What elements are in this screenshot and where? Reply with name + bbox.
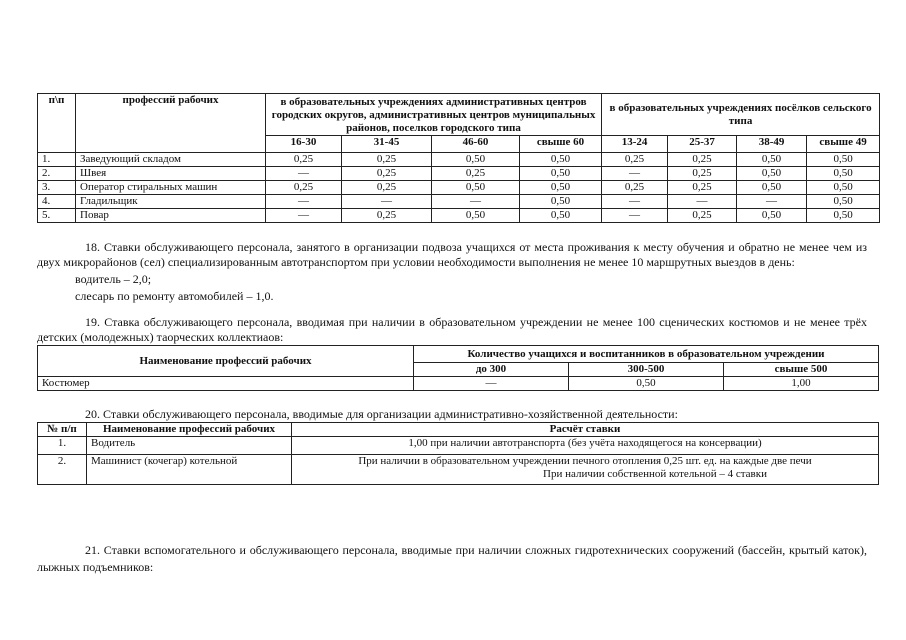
rate-cell: 0,50: [569, 377, 724, 391]
rate-cell: 0,25: [342, 181, 432, 195]
col-header: 46-60: [432, 136, 520, 153]
col-header: 38-49: [737, 136, 807, 153]
table-row: [38, 377, 879, 391]
rate-cell: 0,50: [432, 181, 520, 195]
paragraph-18-text: 18. Ставки обслуживающего персонала, занятого в организации подвоза учащихся от места проживания к месту обучения и обратно не менее чем из двух микрорайонов (сел) специализированным автотранспортом при условии необходимости выполнения не менее 10 маршрутных выездов в день:: [37, 240, 867, 269]
table-row: [38, 209, 880, 223]
rate-cell: 0,25: [602, 181, 668, 195]
rate-cell: 0,25: [602, 153, 668, 167]
rate-cell: —: [602, 167, 668, 181]
row-num: 5.: [38, 209, 76, 223]
rate-cell: —: [342, 195, 432, 209]
rate-cell: 0,25: [342, 153, 432, 167]
rate-calculation: [292, 437, 879, 455]
rate-cell: 0,50: [432, 153, 520, 167]
rate-cell: —: [668, 195, 737, 209]
rate-cell: —: [737, 195, 807, 209]
rate-cell: —: [266, 167, 342, 181]
rate-cell: 0,50: [807, 195, 880, 209]
admin-staff-table: [37, 422, 879, 485]
paragraph-20-text: 20. Ставки обслуживающего персонала, вводимые для организации административно-хозяйственной деятельности:: [85, 407, 678, 421]
rate-cell: 0,50: [520, 195, 602, 209]
table-row: [38, 195, 880, 209]
col-header-profession: профессий рабочих: [76, 94, 266, 153]
row-profession: Гладильщик: [76, 195, 266, 209]
col-header: 13-24: [602, 136, 668, 153]
row-num: 4.: [38, 195, 76, 209]
col-group-rural: в образовательных учреждениях посёлков сельского типа: [602, 94, 880, 136]
rate-cell: —: [432, 195, 520, 209]
table-row: [38, 455, 879, 485]
rate-cell: 0,50: [807, 181, 880, 195]
rate-cell: 0,50: [737, 153, 807, 167]
col-header: 31-45: [342, 136, 432, 153]
rate-cell: 0,25: [432, 167, 520, 181]
table-row: [38, 167, 880, 181]
col-header: до 300: [414, 363, 569, 377]
col-header-num: п\п: [38, 94, 76, 153]
paragraph-18-line-mechanic: слесарь по ремонту автомобилей – 1,0.: [75, 289, 274, 303]
table-row: [38, 181, 880, 195]
row-profession: Заведующий складом: [76, 153, 266, 167]
paragraph-19: [37, 315, 867, 345]
col-header-calculation: Расчёт ставки: [292, 423, 879, 437]
row-profession: Водитель: [87, 437, 292, 455]
row-num: 3.: [38, 181, 76, 195]
row-profession: Машинист (кочегар) котельной: [87, 455, 292, 485]
rate-cell: 0,50: [520, 209, 602, 223]
rate-calculation-line: При наличии собственной котельной – 4 ставки: [543, 468, 767, 480]
paragraph-18-line-driver: водитель – 2,0;: [75, 272, 152, 286]
rate-cell: 0,50: [520, 181, 602, 195]
row-profession: Швея: [76, 167, 266, 181]
row-num: 2.: [38, 167, 76, 181]
costume-staff-table: [37, 345, 879, 391]
row-profession: Оператор стиральных машин: [76, 181, 266, 195]
rate-calculation-line: 1,00 при наличии автотранспорта (без учёта находящегося на консервации): [408, 437, 762, 449]
rate-cell: 0,25: [266, 181, 342, 195]
rate-cell: 0,50: [520, 153, 602, 167]
rate-cell: —: [602, 209, 668, 223]
rate-cell: 0,50: [807, 209, 880, 223]
table-row: [38, 437, 879, 455]
rate-cell: 0,50: [737, 209, 807, 223]
paragraph-21-text: 21. Ставки вспомогательного и обслуживающего персонала, вводимые при наличии сложных гидротехнических сооружений (бассейн, крытый каток), лыжных подъемников:: [37, 543, 867, 574]
rate-cell: —: [266, 209, 342, 223]
row-num: 2.: [38, 455, 87, 485]
rate-cell: 0,50: [737, 181, 807, 195]
row-num: 1.: [38, 437, 87, 455]
rate-cell: 0,25: [668, 209, 737, 223]
rate-cell: 0,25: [668, 167, 737, 181]
rate-cell: 0,25: [266, 153, 342, 167]
row-profession: Повар: [76, 209, 266, 223]
rate-cell: —: [414, 377, 569, 391]
paragraph-21: [37, 542, 867, 576]
rate-cell: 0,50: [807, 153, 880, 167]
table-row: [38, 153, 880, 167]
rate-calculation: [292, 455, 879, 485]
rate-calculation-line: При наличии в образовательном учреждении печного отопления 0,25 шт. ед. на каждые две печи: [358, 455, 812, 467]
row-profession: Костюмер: [38, 377, 414, 391]
paragraph-19-text: 19. Ставка обслуживающего персонала, вводимая при наличии в образовательном учреждении не менее 100 сценических костюмов и не менее трёх детских (молодежных) таорческих коллектиаов:: [37, 315, 867, 344]
col-group-urban: в образовательных учреждениях административных центров городских округов, административных центров муниципальных районов, поселков городского типа: [266, 94, 602, 136]
col-header: 300-500: [569, 363, 724, 377]
col-header-num: № п/п: [38, 423, 87, 437]
row-num: 1.: [38, 153, 76, 167]
staff-rates-table: [37, 93, 880, 223]
paragraph-18: [37, 240, 867, 304]
rate-cell: 0,25: [342, 167, 432, 181]
col-header-profession: Наименование профессий рабочих: [87, 423, 292, 437]
col-header-profession: Наименование профессий рабочих: [38, 346, 414, 377]
col-header: 25-37: [668, 136, 737, 153]
rate-cell: 0,50: [432, 209, 520, 223]
col-header: свыше 60: [520, 136, 602, 153]
rate-cell: 0,25: [342, 209, 432, 223]
rate-cell: 0,50: [520, 167, 602, 181]
col-group-students: Количество учащихся и воспитанников в образовательном учреждении: [414, 346, 879, 363]
paragraph-20: [37, 407, 867, 422]
rate-cell: 0,25: [668, 181, 737, 195]
rate-cell: 0,50: [807, 167, 880, 181]
col-header: свыше 49: [807, 136, 880, 153]
rate-cell: 0,25: [668, 153, 737, 167]
rate-cell: —: [602, 195, 668, 209]
rate-cell: 1,00: [724, 377, 879, 391]
rate-cell: 0,50: [737, 167, 807, 181]
col-header: 16-30: [266, 136, 342, 153]
rate-cell: —: [266, 195, 342, 209]
col-header: свыше 500: [724, 363, 879, 377]
